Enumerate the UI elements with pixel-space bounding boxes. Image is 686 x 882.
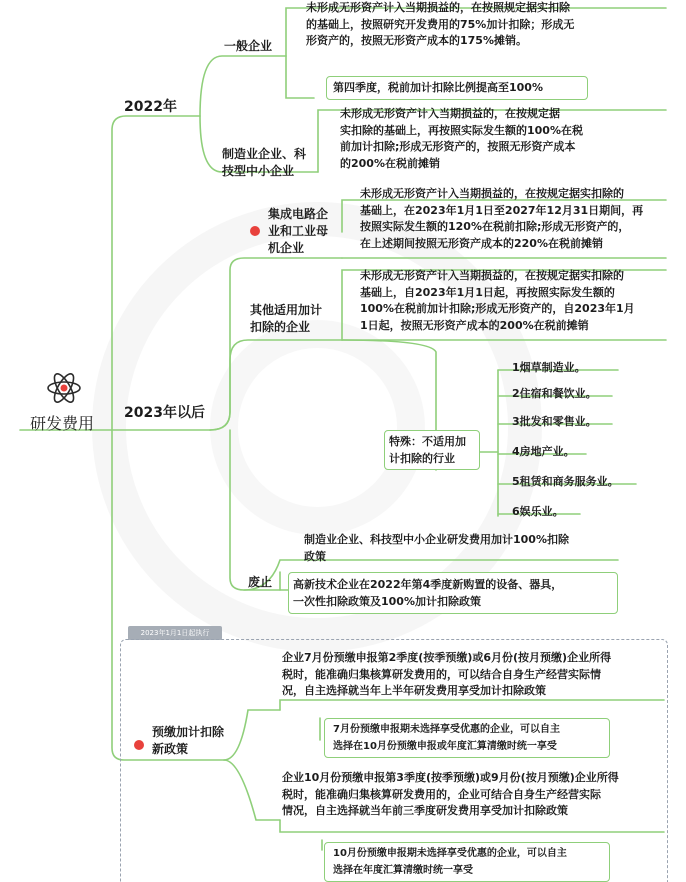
ic-enterprise-text: 未形成无形资产计入当期损益的，在按规定据实扣除的 基础上，在2023年1月1日至2027年12月31日期间，再 按照实际发生额的120%在税前扣除;形成无形资产的， 在上述期间按照无形资产成本的220%在税前摊销	[360, 187, 644, 250]
special-item-1: 1烟草制造业。	[512, 361, 586, 374]
october-prepay-text: 企业10月份预缴申报第3季度(按季预缴)或9月份(按月预缴)企业所得 税时，能准确归集核算研发费用的，企业可结合自身生产经营实际 情况，自主选择就当年前三季度研发费用享受加计扣除政策	[282, 771, 619, 817]
branch-2022-label: 2022年	[124, 99, 177, 115]
special-item-2: 2住宿和餐饮业。	[512, 387, 597, 400]
july-prepay-box: 7月份预缴申报期未选择享受优惠的企业，可以自主 选择在10月份预缴申报或年度汇算清缴时统一享受	[324, 718, 610, 758]
special-item-4: 4房地产业。	[512, 445, 575, 458]
other-enterprise-label: 其他适用加计 扣除的企业	[250, 303, 323, 334]
general-enterprise-text: 未形成无形资产计入当期损益的，在按照规定据实扣除 的基础上，按照研究开发费用的75%加计扣除；形成无 形资产的，按照无形资产成本的175%摊销。	[306, 1, 575, 47]
ic-enterprise-label: 集成电路企 业和工业母 机企业	[268, 207, 329, 255]
special-item-6: 6娱乐业。	[512, 505, 564, 518]
manufacturing-label: 制造业企业、科 技型中小企业	[222, 147, 307, 178]
abolished-text: 制造业企业、科技型中小企业研发费用加计100%扣除 政策	[304, 533, 569, 563]
july-prepay-text: 企业7月份预缴申报第2季度(按季预缴)或6月份(按月预缴)企业所得 税时，能准确归集核算研发费用的，可以结合自身生产经营实际情 况，自主选择就当年上半年研发费用享受加计扣除政策	[282, 651, 612, 697]
root-label: 研发费用	[30, 414, 95, 433]
general-enterprise-label: 一般企业	[224, 39, 273, 53]
special-item-5: 5租赁和商务服务业。	[512, 475, 619, 488]
effective-date-tag: 2023年1月1日起执行	[128, 626, 222, 640]
q4-rate-box: 第四季度，税前加计扣除比例提高至100%	[326, 76, 588, 100]
abolished-box: 高新技术企业在2022年第4季度新购置的设备、器具， 一次性扣除政策及100%加计扣除政策	[288, 572, 618, 614]
abolished-label: 废止	[248, 575, 273, 589]
special-industries-box: 特殊：不适用加 计扣除的行业	[384, 430, 480, 470]
ic-bullet	[250, 226, 260, 236]
atom-icon	[44, 368, 84, 408]
special-item-3: 3批发和零售业。	[512, 415, 597, 428]
october-prepay-box: 10月份预缴申报期未选择享受优惠的企业，可以自主 选择在年度汇算清缴时统一享受	[324, 842, 610, 882]
prepay-bullet	[134, 740, 144, 750]
branch-2023-label: 2023年以后	[124, 405, 205, 421]
manufacturing-text: 未形成无形资产计入当期损益的，在按规定据 实扣除的基础上，再按照实际发生额的100%在税 前加计扣除;形成无形资产的，按照无形资产成本 的200%在税前摊销	[340, 107, 583, 170]
other-enterprise-text: 未形成无形资产计入当期损益的，在按规定据实扣除的 基础上，自2023年1月1日起，再按照实际发生额的 100%在税前加计扣除;形成无形资产的，自2023年1月 1日起，按照无形资产成本的200%在税前摊销	[360, 269, 635, 332]
prepay-policy-label: 预缴加计扣除 新政策	[152, 725, 225, 756]
